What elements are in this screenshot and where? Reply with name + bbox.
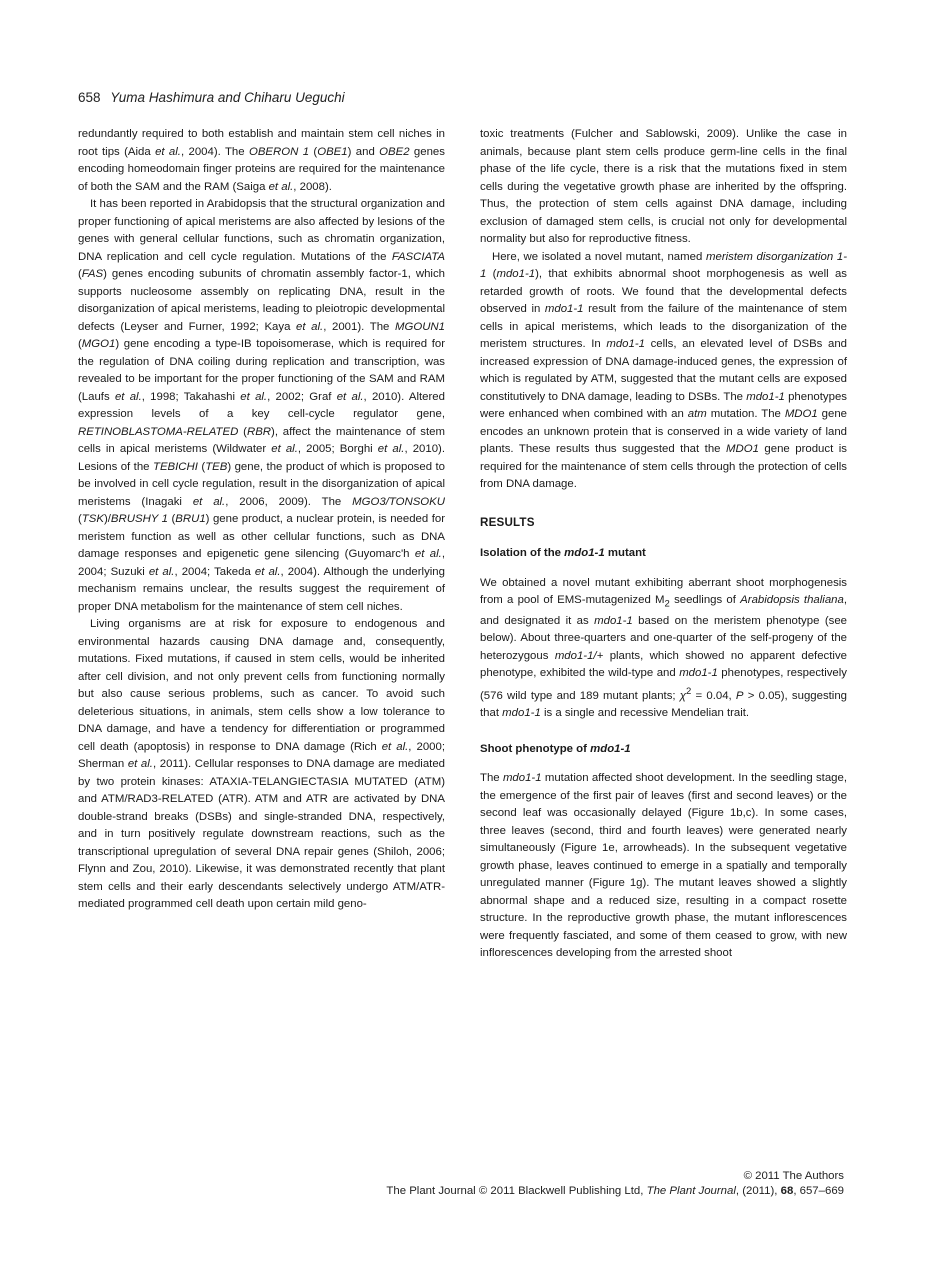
- page-number: 658: [78, 90, 101, 105]
- paragraph: redundantly required to both establish and maintain stem cell niches in root tips (Aida et al., 2004). The OBERON 1 (OBE1) and OBE2 genes encoding homeodomain finger proteins are required for the maintenance of both the SAM and the RAM (Saiga et al., 2008).: [78, 128, 445, 193]
- paragraph: Living organisms are at risk for exposure to endogenous and environmental hazards causing DNA damage and, consequently, mutations. Fixed mutations, if caused in stem cells, would be inherited after cell division, and not only prevent cells from functioning normally but also cause serious problems, such as cancer. To avoid such deleterious situations, in animals, stem cells show a low tolerance to DNA damage, and have a tendency for differentiation or programmed cell death (apoptosis) in response to DNA damage (Rich et al., 2000; Sherman et al., 2011). Cellular responses to DNA damage are mediated by two protein kinases: ATAXIA-TELANGIECTASIA MUTATED (ATM) and ATM/RAD3-RELATED (ATR). ATM and ATR are activated by DNA double-strand breaks (DSBs) and single-stranded DNA, respectively, and in turn positively regulate downstream reactions, such as the transcriptional upregulation of several DNA repair genes (Shiloh, 2006; Flynn and Zou, 2010). Likewise, it was demonstrated recently that plant stem cells and their early descendants selectively undergo ATM/ATR-mediated programmed cell death upon certain mild geno-: [78, 618, 445, 910]
- right-column: [480, 126, 847, 963]
- section-heading-results: RESULTS: [480, 515, 535, 529]
- footer-journal-line: The Plant Journal © 2011 Blackwell Publishing Ltd, The Plant Journal, (2011), 68, 657–669: [386, 1185, 844, 1197]
- subsection-heading: Isolation of the mdo1-1 mutant: [480, 547, 646, 559]
- subsection-heading: Shoot phenotype of mdo1-1: [480, 742, 631, 755]
- paragraph: We obtained a novel mutant exhibiting aberrant shoot morphogenesis from a pool of EMS-mutagenized $M_2$ seedlings of Arabidopsis thaliana, and designated it as mdo1-1 based on the meristem phenotype (see below). About three-quarters and one-quarter of the self-progeny of the heterozygous mdo1-1/+ plants, which showed no apparent defective phenotype, exhibited the wild-type and mdo1-1 phenotypes, respectively (576 wild type and 189 mutant plants; $\chi^2 = 0.04$, P > 0.05), suggesting that mdo1-1 is a single and recessive Mendelian trait.: [480, 576, 848, 720]
- paragraph: Here, we isolated a novel mutant, named meristem disorganization 1-1 (mdo1-1), that exhibits abnormal shoot morphogenesis as well as retarded growth of roots. We found that the developmental defects observed in mdo1-1 result from the failure of the maintenance of stem cells in apical meristems, which leads to the disorganization of the meristem structures. In mdo1-1 cells, an elevated level of DSBs and increased expression of DNA damage-induced genes, the expression of which is regulated by ATM, suggested that the mutant cells are exposed constitutively to DNA damage, leading to DSBs. The mdo1-1 phenotypes were enhanced when combined with an atm mutation. The MDO1 gene encodes an unknown protein that is conserved in a wide variety of land plants. These results thus suggested that the MDO1 gene product is required for the maintenance of stem cells through the protection of cells from DNA damage.: [480, 250, 847, 490]
- running-header: [78, 90, 345, 105]
- paragraph: It has been reported in Arabidopsis that the structural organization and proper functioning of apical meristems are also affected by lesions of the genes with general cellular functions, such as chromatin organization, DNA replication and cell cycle regulation. Mutations of the FASCIATA (FAS) genes encoding subunits of chromatin assembly factor-1, which supports nucleosome assembly on replicating DNA, result in the disorganization of apical meristems, leading to pleiotropic developmental defects (Leyser and Furner, 1992; Kaya et al., 2001). The MGOUN1 (MGO1) gene encoding a type-IB topoisomerase, which is required for the regulation of DNA coiling during replication and transcription, was revealed to be important for the proper functioning of the SAM and RAM (Laufs et al., 1998; Takahashi et al., 2002; Graf et al., 2010). Altered expression levels of a key cell-cycle regulator gene, RETINOBLASTOMA-RELATED (RBR), affect the maintenance of stem cells in apical meristems (Wildwater et al., 2005; Borghi et al., 2010). Lesions of the TEBICHI (TEB) gene, the product of which is proposed to be involved in cell cycle regulation, result in the disorganization of apical meristems (Inagaki et al., 2006, 2009). The MGO3/TONSOKU (TSK)/BRUSHY 1 (BRU1) gene product, a nuclear protein, is needed for meristem function as well as other cellular functions, such as DNA damage responses and epigenetic gene silencing (Guyomarc'h et al., 2004; Suzuki et al., 2004; Takeda et al., 2004). Although the underlying mechanism remains unclear, the results suggest the requirement of proper DNA metabolism for the maintenance of stem cell niches.: [78, 198, 446, 613]
- footer-copyright: © 2011 The Authors: [743, 1170, 844, 1182]
- running-header-authors: Yuma Hashimura and Chiharu Ueguchi: [110, 90, 345, 105]
- page-footer: [386, 1169, 844, 1199]
- paragraph: The mdo1-1 mutation affected shoot development. In the seedling stage, the emergence of the first pair of leaves (first and second leaves) or the second leaf was occasionally delayed (Figure 1b,c). In some cases, three leaves (second, third and fourth leaves) were generated nearly simultaneously (Figure 1e, arrowheads). In the subsequent vegetative growth phase, leaves continued to emerge in a spatially and temporally unregulated manner (Figure 1g). The mutant leaves showed a slightly abnormal shape and a reduced size, resulting in a compact rosette structure. In the reproductive growth phase, the mutant inflorescences were frequently fasciated, and some of them ceased to grow, with new inflorescences developing from the arrested shoot: [480, 772, 847, 960]
- left-column: [78, 126, 445, 914]
- paragraph: toxic treatments (Fulcher and Sablowski, 2009). Unlike the case in animals, because plant stem cells produce germ-line cells in the final phase of the life cycle, there is a risk that the mutations fixed in stem cells during the vegetative growth phase are inherited by the offspring. Thus, the protection of stem cells against DNA damage, including exclusion of damaged stem cells, is crucial not only for developmental normality but also for reproductive fitness.: [480, 128, 847, 245]
